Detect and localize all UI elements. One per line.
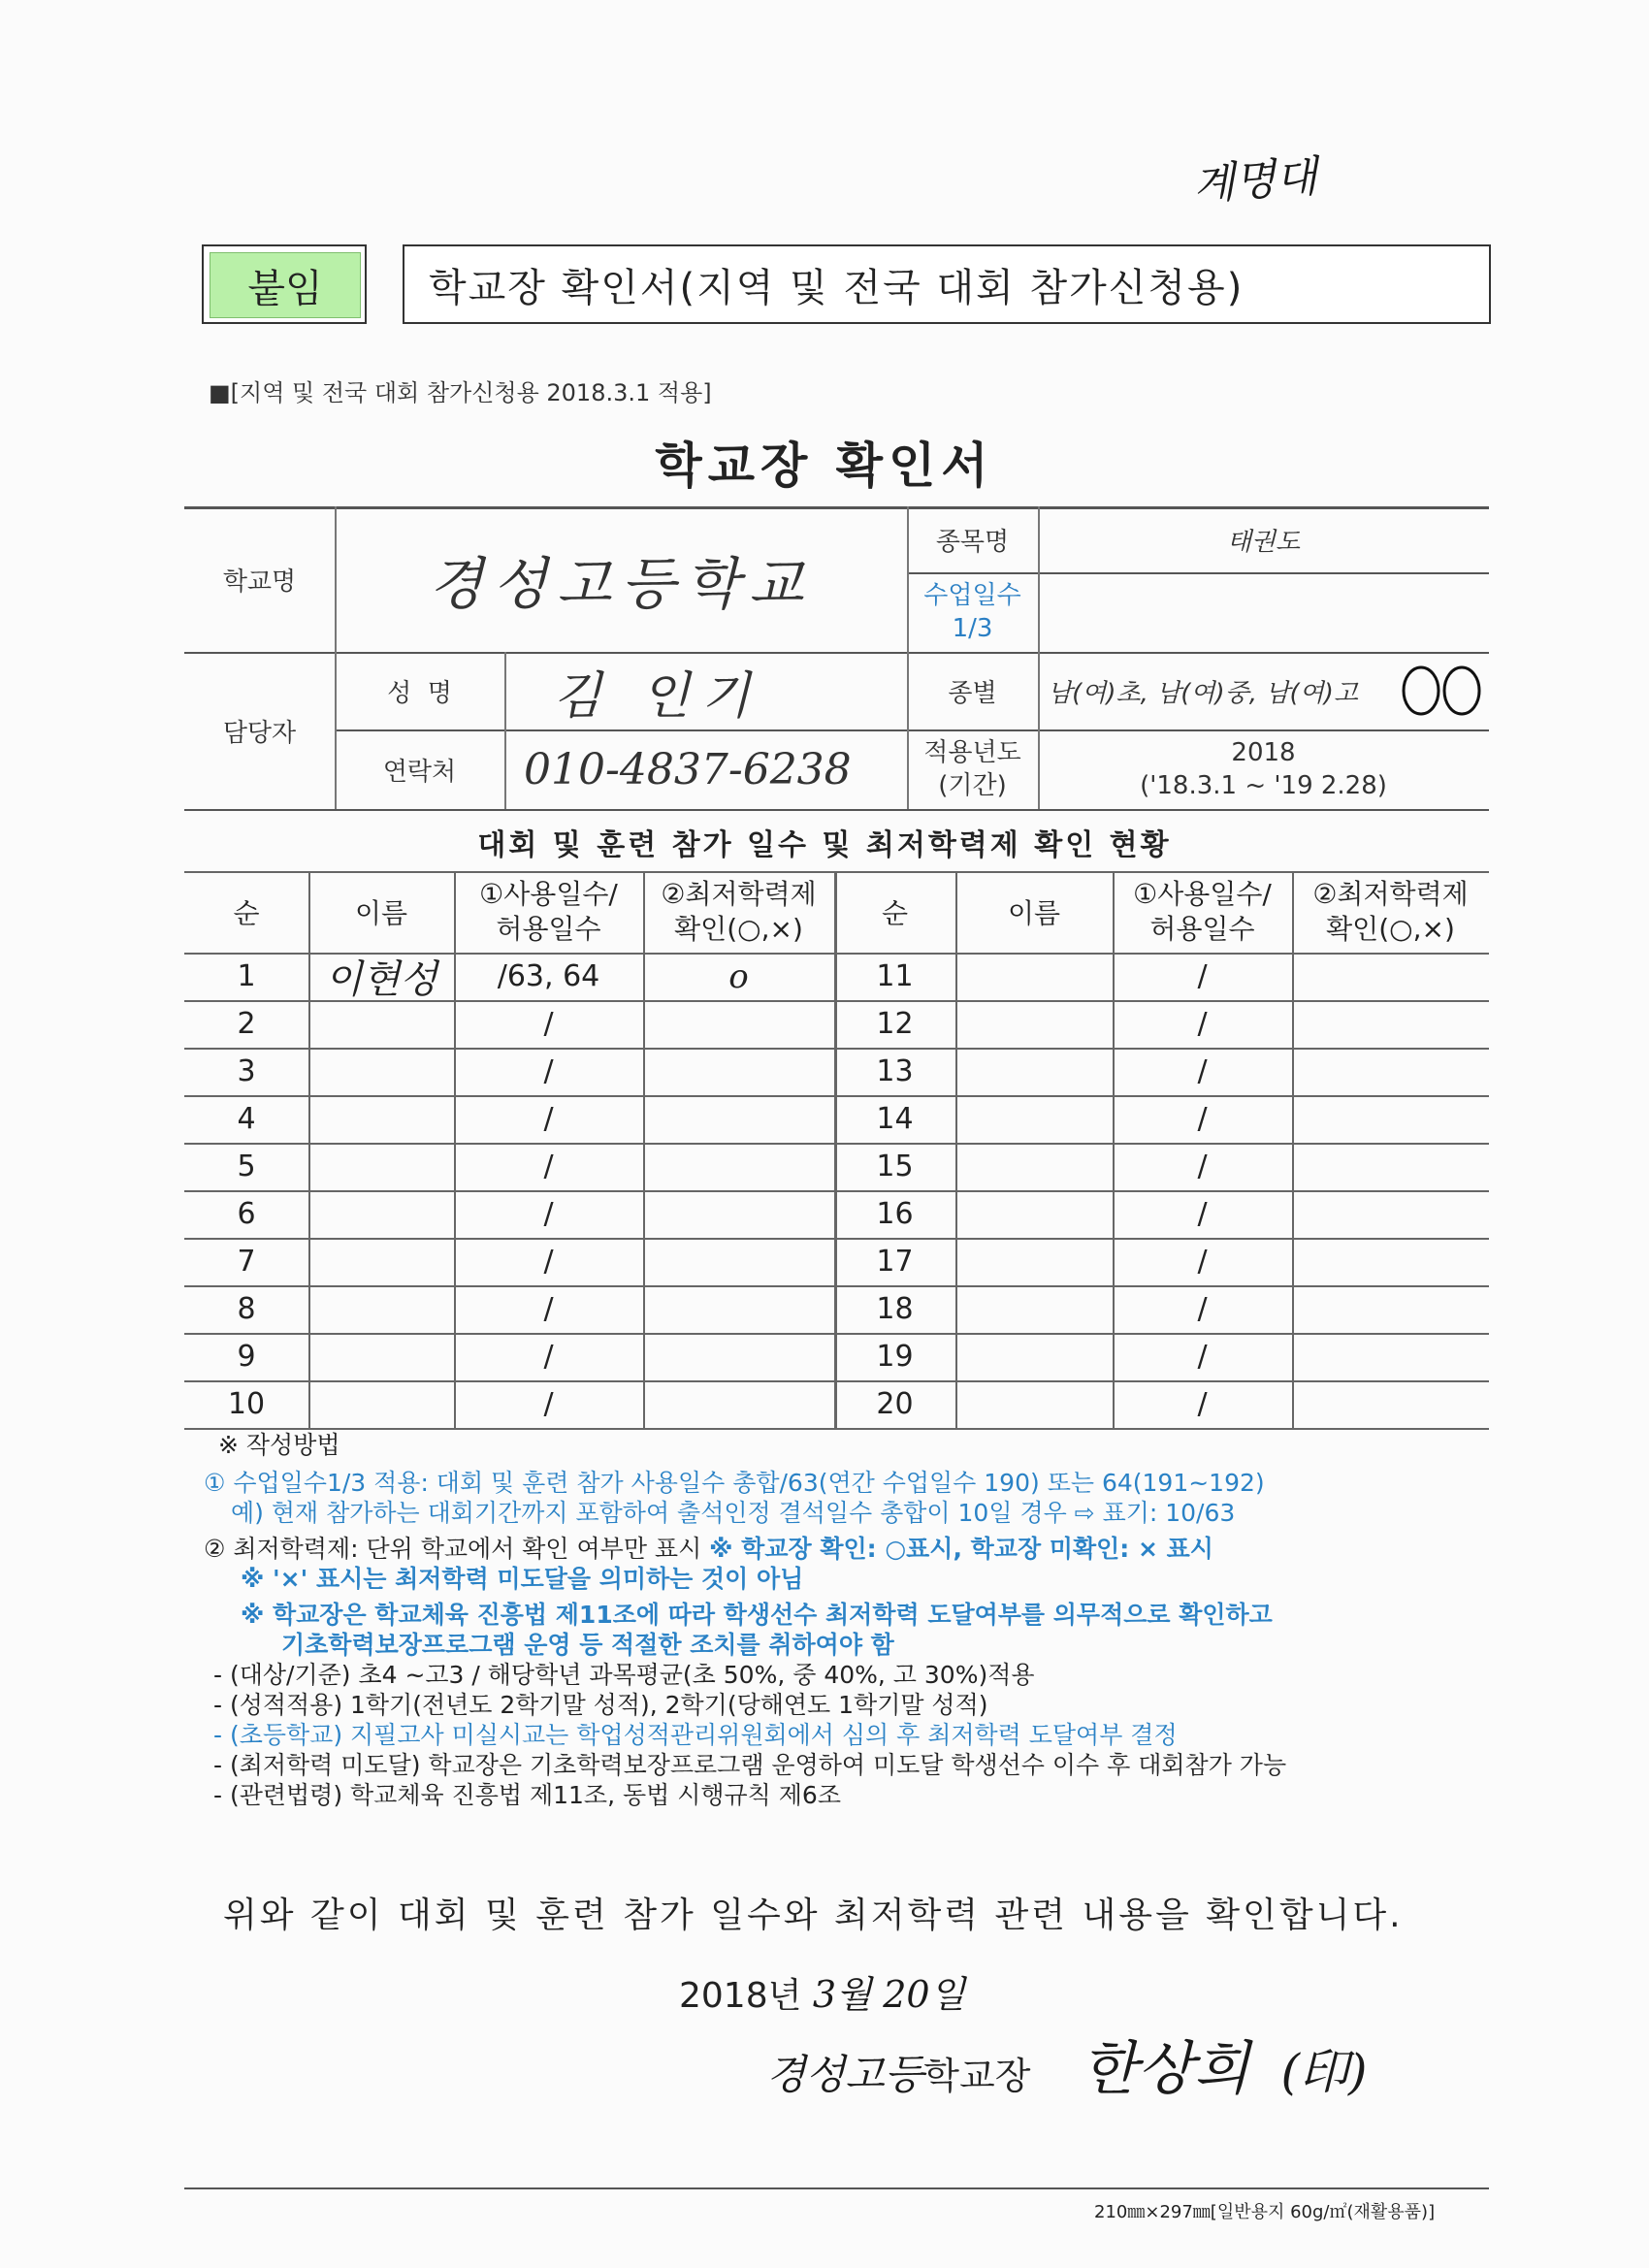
instruction-line-3 [204, 1534, 1523, 1564]
category-label: 종별 [948, 678, 997, 708]
header-check-right-line1: ②최저학력제 [1312, 878, 1469, 910]
cell-days: / [543, 1007, 554, 1041]
document-title: 학교장 확인서 [655, 437, 994, 494]
cell-check [643, 1333, 834, 1380]
cell-check [1292, 1000, 1489, 1048]
cell-no: 16 [876, 1197, 914, 1231]
cell-days: / [1197, 1292, 1208, 1326]
cell-no: 19 [876, 1340, 914, 1374]
cell-name [308, 1238, 454, 1285]
cell-no: 11 [876, 959, 914, 993]
signing-date [679, 1964, 965, 2018]
instruction-line-2: 예) 현재 참가하는 대회기간까지 포함하여 출석인정 결석일수 총합이 10일 경우 ⇨ 표기: 10/63 [231, 1499, 1236, 1527]
cell-days: / [1197, 1340, 1208, 1374]
cell-name [308, 1095, 454, 1143]
table-divider [834, 871, 837, 1428]
cell-name [308, 1000, 454, 1048]
cell-check [643, 1380, 834, 1428]
cell-no: 18 [876, 1292, 914, 1326]
cell-days: / [1197, 1054, 1208, 1088]
cell-days: / [1197, 1150, 1208, 1183]
cell-name [955, 1095, 1113, 1143]
school-name-label: 학교명 [222, 567, 297, 597]
cell-days: / [543, 1197, 554, 1231]
class-days-label [907, 572, 1038, 652]
header-days-left-line2: 허용일수 [496, 913, 601, 945]
cell-name [308, 1048, 454, 1095]
header-days-left [454, 871, 643, 953]
principal-seal: (印) [1280, 2044, 1368, 2100]
contact-value: 010-4837-6238 [524, 744, 852, 794]
cell-check [643, 1048, 834, 1095]
contact-label: 연락처 [382, 757, 457, 787]
cell-days: / [1197, 1387, 1208, 1421]
instruction-line-5: ※ 학교장은 학교체육 진흥법 제11조에 따라 학생선수 최저학력 도달여부를 의무적으로 확인하고 [241, 1601, 1273, 1629]
cell-no: 9 [237, 1340, 256, 1374]
instruction-line-6: 기초학력보장프로그램 운영 등 적절한 조치를 취하여야 함 [281, 1631, 894, 1659]
cell-check [1292, 1143, 1489, 1190]
cell-name [955, 1285, 1113, 1333]
cell-no: 6 [237, 1197, 256, 1231]
table-divider [1113, 871, 1115, 1428]
signature-school: 경성고등 [766, 2051, 924, 2098]
cell-no: 3 [237, 1054, 256, 1088]
cell-name [955, 1333, 1113, 1380]
cell-check [643, 1238, 834, 1285]
cell-no: 12 [876, 1007, 914, 1041]
cell-no: 20 [876, 1387, 914, 1421]
section-title: 대회 및 훈련 참가 일수 및 최저학력제 확인 현황 [477, 828, 1172, 862]
cell-no: 10 [227, 1387, 266, 1421]
principal-signature: 한상희 [1081, 2035, 1250, 2103]
instruction-line-3a: ② 최저학력제: 단위 학교에서 확인 여부만 표시 [204, 1535, 710, 1563]
form-header-title: 학교장 확인서(지역 및 전국 대회 참가신청용) [403, 244, 1491, 324]
cell-name [955, 1000, 1113, 1048]
footer-rule [184, 2187, 1489, 2189]
instruction-line-3b: ※ 학교장 확인: ○표시, 학교장 미확인: × 표시 [709, 1535, 1213, 1563]
manager-name-label: 성 명 [387, 678, 452, 708]
cell-check [1292, 1333, 1489, 1380]
cell-no: 2 [237, 1007, 256, 1041]
cell-name [955, 953, 1113, 1000]
instruction-line-10: - (최저학력 미도달) 학교장은 기초학력보장프로그램 운영하여 미도달 학생선수 이수 후 대회참가 가능 [213, 1751, 1287, 1779]
cell-days: / [1197, 1102, 1208, 1136]
header-name-left: 이름 [354, 897, 408, 929]
info-table [184, 506, 1489, 809]
table-divider [643, 871, 645, 1428]
applied-year-label [907, 729, 1038, 809]
header-no-right: 순 [881, 897, 909, 929]
event-label: 종목명 [935, 527, 1010, 557]
cell-check [1292, 1238, 1489, 1285]
cell-check [1292, 1095, 1489, 1143]
header-check-left-line2: 확인(○,×) [674, 913, 803, 945]
cell-check [1292, 1380, 1489, 1428]
corner-handwritten-note: 계명대 [1191, 151, 1319, 211]
attachment-badge-label: 붙임 [210, 252, 361, 318]
signing-date-day: 20일 [883, 1973, 966, 2016]
header-check-right-line2: 확인(○,×) [1326, 913, 1455, 945]
category-value: 남(여)초, 남(여)중, 남(여)고 [1048, 678, 1358, 708]
cell-check [1292, 1190, 1489, 1238]
applied-year-label-line1: 적용년도 [923, 738, 1021, 767]
application-note: ■[지역 및 전국 대회 참가신청용 2018.3.1 적용] [209, 379, 712, 406]
instruction-line-11: - (관련법령) 학교체육 진흥법 제11조, 동법 시행규칙 제6조 [213, 1781, 841, 1809]
cell-days: / [543, 1387, 554, 1421]
header-check-right [1292, 871, 1489, 953]
cell-check [1292, 953, 1489, 1000]
category-handwritten-circles [1402, 664, 1489, 718]
instruction-line-9: - (초등학교) 지필고사 미실시교는 학업성적관리위원회에서 심의 후 최저학력 도달여부 결정 [213, 1721, 1178, 1749]
cell-name: 이현성 [325, 957, 437, 1002]
cell-days: / [543, 1292, 554, 1326]
cell-days: / [1197, 1245, 1208, 1279]
cell-name [955, 1190, 1113, 1238]
signing-date-month: 3월 [812, 1973, 872, 2016]
instruction-line-8: - (성적적용) 1학기(전년도 2학기말 성적), 2학기(당해연도 1학기말 성적) [213, 1691, 988, 1719]
principal-label: 학교장 [923, 2055, 1031, 2097]
cell-check [1292, 1285, 1489, 1333]
table-divider [1292, 871, 1294, 1428]
cell-name [955, 1048, 1113, 1095]
manager-name-value: 김 인기 [553, 666, 762, 726]
header-days-right [1113, 871, 1292, 953]
cell-check [643, 1143, 834, 1190]
cell-no: 7 [237, 1245, 256, 1279]
cell-days: / [1197, 1197, 1208, 1231]
cell-no: 13 [876, 1054, 914, 1088]
school-name-value: 경성고등학교 [428, 551, 814, 617]
cell-check [643, 1190, 834, 1238]
cell-name [308, 1285, 454, 1333]
applied-year-value [1038, 729, 1489, 809]
attachment-badge [202, 244, 367, 324]
cell-days: / [1197, 1007, 1208, 1041]
cell-no: 4 [237, 1102, 256, 1136]
applied-period: ('18.3.1 ~ '19 2.28) [1140, 771, 1387, 800]
header-days-right-line2: 허용일수 [1149, 913, 1255, 945]
header-days-right-line1: ①사용일수/ [1133, 878, 1272, 910]
applied-year: 2018 [1231, 738, 1296, 767]
class-days-label-line2: 1/3 [952, 614, 993, 643]
instructions-heading: ※ 작성방법 [218, 1431, 340, 1459]
manager-label: 담당자 [222, 718, 297, 748]
paper-spec-footer: 210㎜×297㎜[일반용지 60g/㎡(재활용품)] [1094, 2202, 1436, 2222]
table-divider [454, 871, 456, 1428]
instruction-line-1: ① 수업일수1/3 적용: 대회 및 훈련 참가 사용일수 총합/63(연간 수업일수 190) 또는 64(191~192) [204, 1469, 1265, 1497]
cell-days: / [543, 1340, 554, 1374]
applied-year-label-line2: (기간) [938, 771, 1007, 800]
cell-check [643, 1000, 834, 1048]
cell-check [1292, 1048, 1489, 1095]
header-days-left-line1: ①사용일수/ [479, 878, 618, 910]
cell-check [643, 1095, 834, 1143]
cell-no: 17 [876, 1245, 914, 1279]
principal-signature-line [766, 2023, 1368, 2106]
cell-days: / [543, 1245, 554, 1279]
header-no-left: 순 [233, 897, 260, 929]
cell-days: / [1197, 959, 1208, 993]
instruction-line-4: ※ '×' 표시는 최저학력 미도달을 의미하는 것이 아님 [241, 1565, 804, 1593]
cell-no: 15 [876, 1150, 914, 1183]
cell-days: / [543, 1102, 554, 1136]
signing-date-year: 2018년 [679, 1976, 802, 2016]
cell-days: / [543, 1150, 554, 1183]
cell-check [643, 1285, 834, 1333]
participation-table [184, 871, 1489, 1428]
cell-days: /63, 64 [497, 959, 600, 993]
instruction-line-7: - (대상/기준) 초4 ~고3 / 해당학년 과목평균(초 50%, 중 40%, 고 30%)적용 [213, 1661, 1035, 1689]
cell-name [308, 1143, 454, 1190]
instructions [204, 1430, 1523, 1810]
cell-name [308, 1190, 454, 1238]
header-check-left [643, 871, 834, 953]
cell-no: 5 [237, 1150, 256, 1183]
cell-no: 14 [876, 1102, 914, 1136]
cell-no: 1 [237, 959, 256, 993]
header-check-left-line1: ②최저학력제 [661, 878, 817, 910]
header-name-right: 이름 [1007, 897, 1061, 929]
event-value: 태권도 [1226, 527, 1301, 557]
confirmation-statement: 위와 같이 대회 및 훈련 참가 일수와 최저학력 관련 내용을 확인합니다. [223, 1895, 1404, 1935]
cell-name [955, 1380, 1113, 1428]
class-days-label-line1: 수업일수 [923, 581, 1021, 610]
cell-days: / [543, 1054, 554, 1088]
cell-name [955, 1238, 1113, 1285]
cell-name [308, 1333, 454, 1380]
table-divider [955, 871, 957, 1428]
cell-check: o [728, 956, 749, 996]
table-divider [308, 871, 310, 1428]
cell-name [955, 1143, 1113, 1190]
cell-no: 8 [237, 1292, 256, 1326]
cell-name [308, 1380, 454, 1428]
